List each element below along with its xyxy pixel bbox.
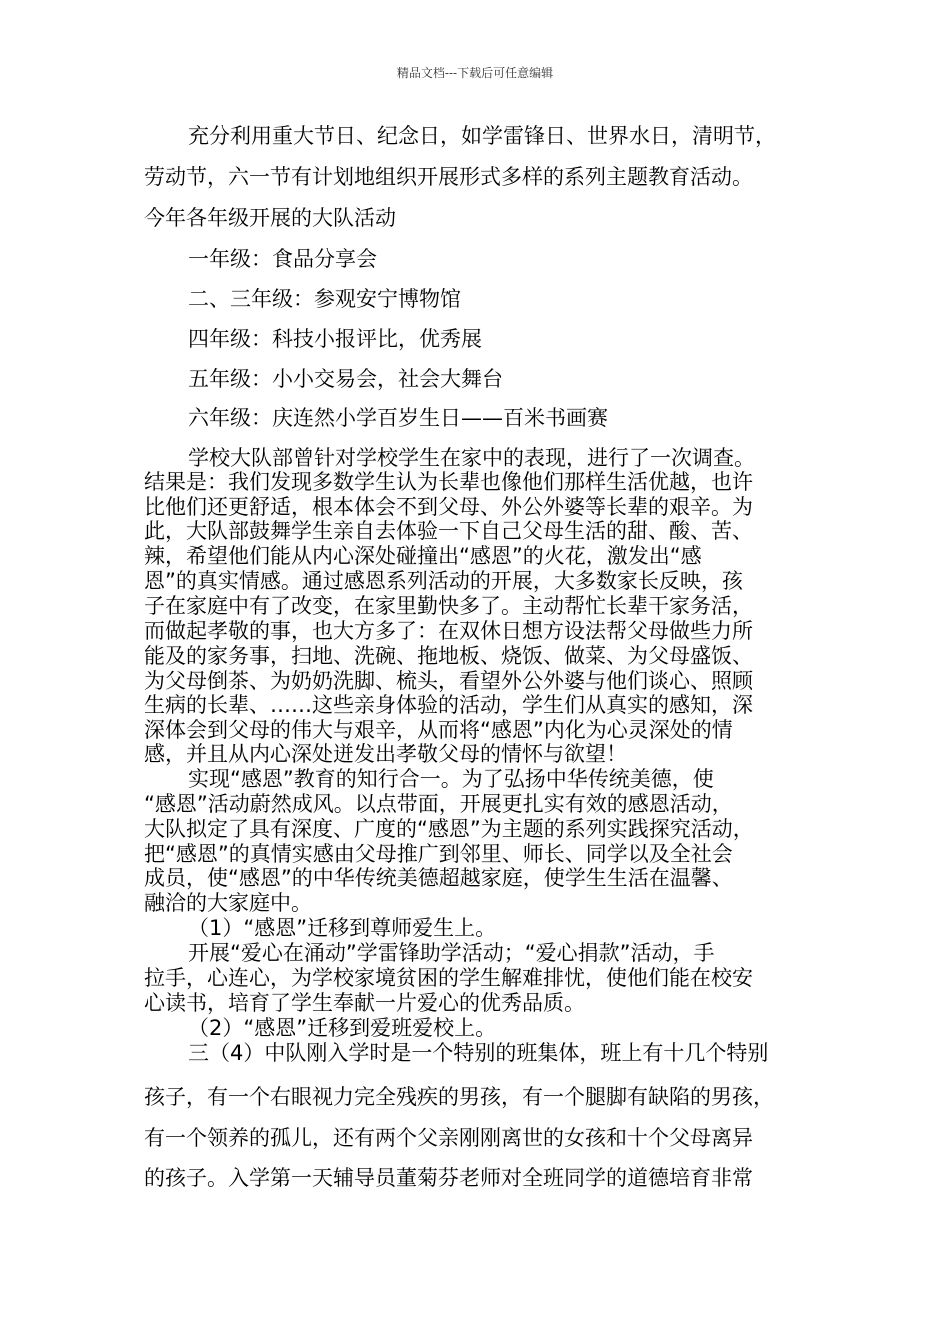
text-line: 把“感恩”的真情实感由父母推广到邻里、师长、同学以及全社会	[144, 842, 733, 866]
text-line: 的孩子。入学第一天辅导员董菊芬老师对全班同学的道德培育非常	[144, 1166, 753, 1190]
text-line: 结果是：我们发现多数学生认为长辈也像他们那样生活优越，也许	[144, 470, 753, 494]
text-line: 此，大队部鼓舞学生亲自去体验一下自己父母生活的甜、酸、苦、	[144, 519, 753, 543]
text-line: 感，并且从内心深处迸发出孝敬父母的情怀与欲望！	[144, 742, 627, 766]
text-line: 开展“爱心在涌动”学雷锋助学活动；“爱心捐款”活动，手	[188, 941, 715, 965]
text-line: 孩子，有一个右眼视力完全残疾的男孩，有一个腿脚有缺陷的男孩，	[144, 1085, 774, 1109]
text-line: 四年级：科技小报评比，优秀展	[188, 327, 482, 351]
text-line: 而做起孝敬的事，也大方多了：在双休日想方设法帮父母做些力所	[144, 619, 753, 643]
text-line: （2）“感恩”迁移到爱班爱校上。	[188, 1016, 497, 1040]
text-line: 成员，使“感恩”的中华传统美德超越家庭，使学生生活在温馨、	[144, 866, 733, 890]
text-line: 生病的长辈、……这些亲身体验的活动，学生们从真实的感知，深	[144, 693, 753, 717]
text-line: 劳动节，六一节有计划地组织开展形式多样的系列主题教育活动。	[144, 165, 753, 189]
text-line: 心读书，培育了学生奉献一片爱心的优秀品质。	[144, 991, 585, 1015]
text-line: 辣，希望他们能从内心深处碰撞出“感恩”的火花，激发出“感	[144, 544, 702, 568]
text-line: 五年级：小小交易会，社会大舞台	[188, 367, 503, 391]
text-line: “感恩”活动蔚然成风。以点带面，开展更扎实有效的感恩活动，	[144, 792, 733, 816]
text-line: 一年级：食品分享会	[188, 247, 377, 271]
text-line: 二、三年级：参观安宁博物馆	[188, 287, 461, 311]
text-line: 深体会到父母的伟大与艰辛，从而将“感恩”内化为心灵深处的情	[144, 718, 733, 742]
text-line: 拉手，心连心，为学校家境贫困的学生解难排忧，使他们能在校安	[144, 966, 753, 990]
text-line: 子在家庭中有了改变，在家里勤快多了。主动帮忙长辈干家务活，	[144, 594, 753, 618]
text-line: 六年级：庆连然小学百岁生日——百米书画赛	[188, 406, 608, 430]
text-line: 比他们还更舒适，根本体会不到父母、外公外婆等长辈的艰辛。为	[144, 495, 753, 519]
page-header: 精品文档---下载后可任意编辑	[396, 66, 554, 80]
text-line: 学校大队部曾针对学校学生在家中的表现，进行了一次调查。	[188, 446, 755, 470]
text-line: 恩”的真实情感。通过感恩系列活动的开展，大多数家长反映，孩	[144, 569, 743, 593]
text-line: 充分利用重大节日、纪念日，如学雷锋日、世界水日，清明节，	[188, 124, 776, 148]
text-line: 能及的家务事，扫地、洗碗、拖地板、烧饭、做菜、为父母盛饭、	[144, 644, 753, 668]
text-line: （1）“感恩”迁移到尊师爱生上。	[188, 916, 497, 940]
text-line: 今年各年级开展的大队活动	[144, 206, 396, 230]
text-line: 大队拟定了具有深度、广度的“感恩”为主题的系列实践探究活动，	[144, 817, 754, 841]
text-line: 有一个领养的孤儿，还有两个父亲刚刚离世的女孩和十个父母离异	[144, 1126, 753, 1150]
text-line: 融洽的大家庭中。	[144, 891, 312, 915]
text-line: 为父母倒茶、为奶奶洗脚、梳头，看望外公外婆与他们谈心、照顾	[144, 669, 753, 693]
text-line: 三（4）中队刚入学时是一个特别的班集体，班上有十几个特别	[188, 1041, 769, 1065]
text-line: 实现“感恩”教育的知行合一。为了弘扬中华传统美德，使	[188, 767, 714, 791]
